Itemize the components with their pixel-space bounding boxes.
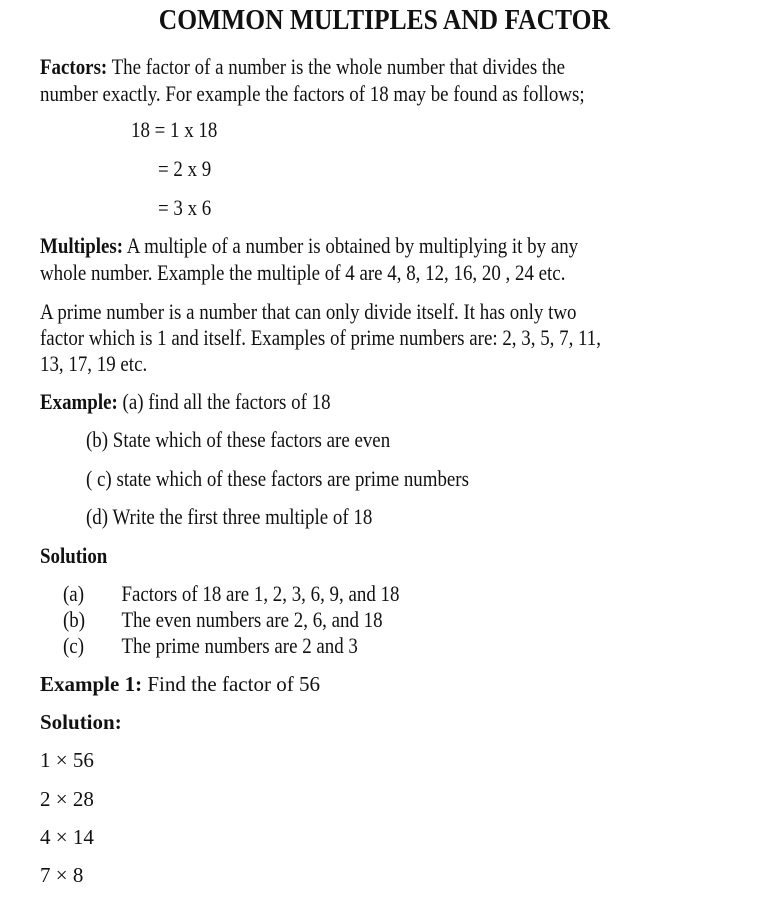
example-line-c <box>86 465 531 492</box>
solution-item-text: The prime numbers are 2 and 3 <box>121 633 358 658</box>
factors-text-1: The factor of a number is the whole number that divides the <box>107 54 566 79</box>
solution-item-a <box>63 580 454 607</box>
page-title <box>0 4 768 37</box>
example-part-b: (b) State which of these factors are even <box>86 427 391 452</box>
solution-heading-text: Solution <box>40 543 108 568</box>
multiples-line-2 <box>40 259 651 286</box>
prime-line-3 <box>40 350 165 377</box>
solution-item-label: (a) <box>63 581 85 606</box>
example-part-a: (a) find all the factors of 18 <box>117 389 331 414</box>
factors-label: Factors: <box>40 54 108 79</box>
example-label: Example: <box>40 389 118 414</box>
equation-1 <box>131 116 231 143</box>
equation-3 <box>158 194 220 221</box>
example-line-b <box>86 426 440 453</box>
factor-pair-text: 2 × 28 <box>40 787 94 811</box>
example1-label: Example 1: <box>40 672 143 696</box>
example-line-d <box>86 503 419 530</box>
factors-line-2 <box>40 80 673 107</box>
prime-line-1 <box>40 298 664 325</box>
equation-2 <box>158 155 220 182</box>
factors-line-1 <box>40 53 651 80</box>
factor-pair <box>40 747 94 774</box>
solution-item-label: (b) <box>63 607 86 632</box>
solution-item-label: (c) <box>63 633 85 658</box>
example1-line <box>40 671 320 698</box>
factor-pair <box>40 786 94 813</box>
page-title-text: COMMON MULTIPLES AND FACTOR <box>158 4 610 36</box>
prime-text-2: factor which is 1 and itself. Examples of prime numbers are: 2, 3, 5, 7, 11, <box>40 325 601 350</box>
example1-text: Find the factor of 56 <box>142 672 320 696</box>
multiples-line-1 <box>40 232 666 259</box>
prime-text-1: A prime number is a number that can only divide itself. It has only two <box>40 299 577 324</box>
solution-item-c <box>63 632 406 659</box>
factor-pair <box>40 862 83 889</box>
prime-line-2 <box>40 324 692 351</box>
example1-solution-heading <box>40 709 122 736</box>
factor-pair-text: 1 × 56 <box>40 748 94 772</box>
example1-solution-heading-text: Solution: <box>40 710 122 734</box>
example-part-d: (d) Write the first three multiple of 18 <box>86 504 373 529</box>
example-part-c: ( c) state which of these factors are prime numbers <box>86 466 469 491</box>
factor-pair-text: 4 × 14 <box>40 825 94 849</box>
solution-heading <box>40 542 118 569</box>
solution-item-b <box>63 606 435 633</box>
multiples-label: Multiples: <box>40 233 124 258</box>
multiples-text-2: whole number. Example the multiple of 4 are 4, 8, 12, 16, 20 , 24 etc. <box>40 260 566 285</box>
equation-2-text: = 2 x 9 <box>158 156 212 181</box>
equation-3-text: = 3 x 6 <box>158 195 212 220</box>
example-line-a <box>40 388 378 415</box>
solution-item-text: The even numbers are 2, 6, and 18 <box>121 607 383 632</box>
prime-text-3: 13, 17, 19 etc. <box>40 351 148 376</box>
factors-text-2: number exactly. For example the factors of 18 may be found as follows; <box>40 81 585 106</box>
multiples-text-1: A multiple of a number is obtained by multiplying it by any <box>123 233 579 258</box>
equation-1-text: 18 = 1 x 18 <box>131 117 218 142</box>
factor-pair-text: 7 × 8 <box>40 863 84 887</box>
factor-pair <box>40 824 94 851</box>
solution-item-text: Factors of 18 are 1, 2, 3, 6, 9, and 18 <box>121 581 400 606</box>
